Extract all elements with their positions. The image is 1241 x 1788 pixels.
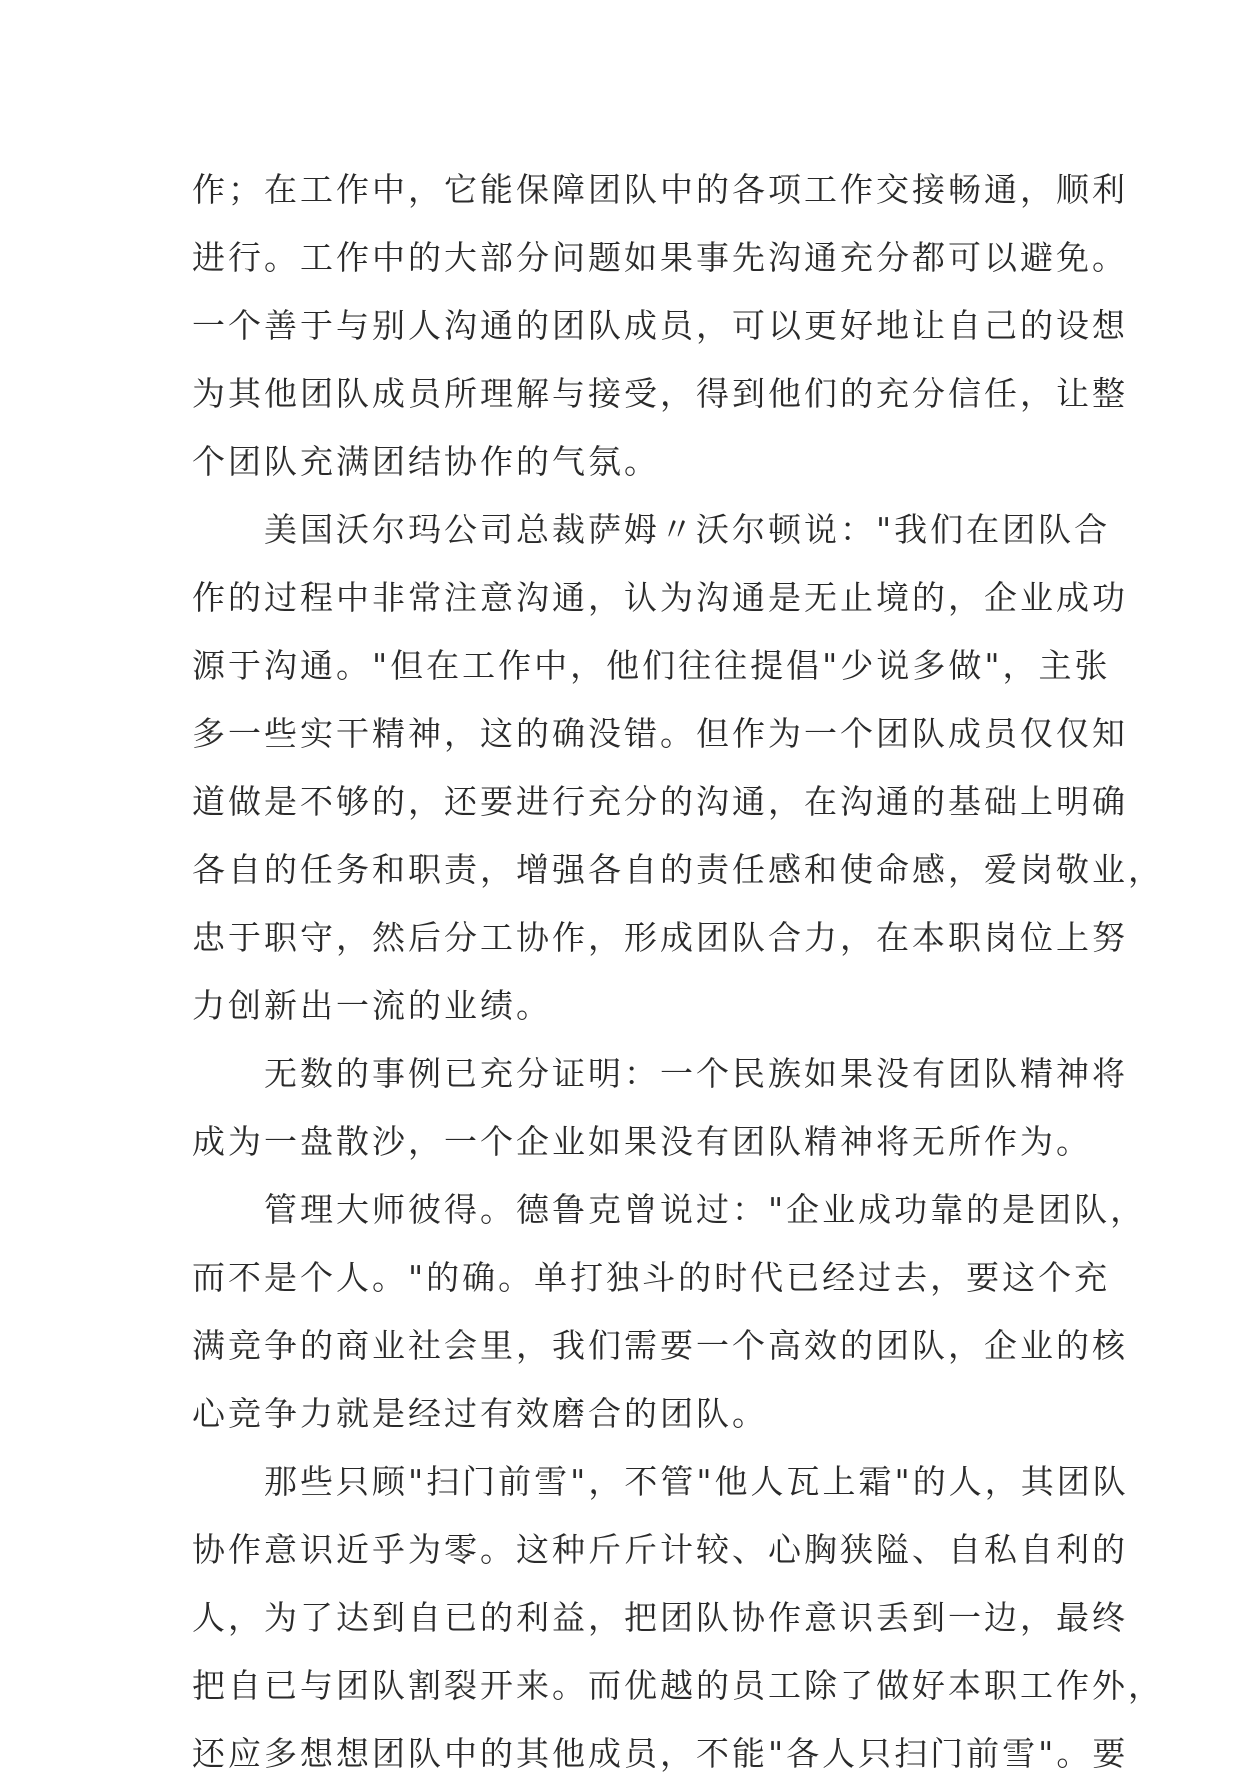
text-line: 各自的任务和职责，增强各自的责任感和使命感，爱岗敬业， (192, 850, 1164, 889)
text-line: 而不是个人。"的确。单打独斗的时代已经过去，要这个充 (192, 1258, 1111, 1297)
text-line: 美国沃尔玛公司总裁萨姆〃沃尔顿说："我们在团队合 (192, 510, 1111, 549)
text-line: 心竞争力就是经过有效磨合的团队。 (192, 1394, 768, 1433)
text-line: 还应多想想团队中的其他成员，不能"各人只扫门前雪"。要 (192, 1734, 1129, 1773)
text-line: 道做是不够的，还要进行充分的沟通，在沟通的基础上明确 (192, 782, 1128, 821)
text-line: 满竞争的商业社会里，我们需要一个高效的团队，企业的核 (192, 1326, 1128, 1365)
text-line: 作的过程中非常注意沟通，认为沟通是无止境的，企业成功 (192, 578, 1128, 617)
text-line: 把自已与团队割裂开来。而优越的员工除了做好本职工作外， (192, 1666, 1164, 1705)
text-line: 多一些实干精神，这的确没错。但作为一个团队成员仅仅知 (192, 714, 1128, 753)
body-text (192, 156, 1164, 1788)
text-line: 为其他团队成员所理解与接受，得到他们的充分信任，让整 (192, 374, 1128, 413)
text-line: 无数的事例已充分证明：一个民族如果没有团队精神将 (192, 1054, 1128, 1093)
text-line: 个团队充满团结协作的气氛。 (192, 442, 660, 481)
text-line: 管理大师彼得。德鲁克曾说过："企业成功靠的是团队， (192, 1190, 1147, 1229)
text-line: 力创新出一流的业绩。 (192, 986, 552, 1025)
text-line: 成为一盘散沙，一个企业如果没有团队精神将无所作为。 (192, 1122, 1092, 1161)
text-line: 进行。工作中的大部分问题如果事先沟通充分都可以避免。 (192, 238, 1128, 277)
text-line: 人，为了达到自已的利益，把团队协作意识丢到一边，最终 (192, 1598, 1128, 1637)
text-line: 那些只顾"扫门前雪"，不管"他人瓦上霜"的人，其团队 (192, 1462, 1129, 1501)
text-line: 作；在工作中，它能保障团队中的各项工作交接畅通，顺利 (192, 170, 1128, 209)
text-line: 一个善于与别人沟通的团队成员，可以更好地让自己的设想 (192, 306, 1128, 345)
text-line: 忠于职守，然后分工协作，形成团队合力，在本职岗位上努 (192, 918, 1128, 957)
text-line: 源于沟通。"但在工作中，他们往往提倡"少说多做"，主张 (192, 646, 1111, 685)
text-line: 协作意识近乎为零。这种斤斤计较、心胸狭隘、自私自利的 (192, 1530, 1128, 1569)
